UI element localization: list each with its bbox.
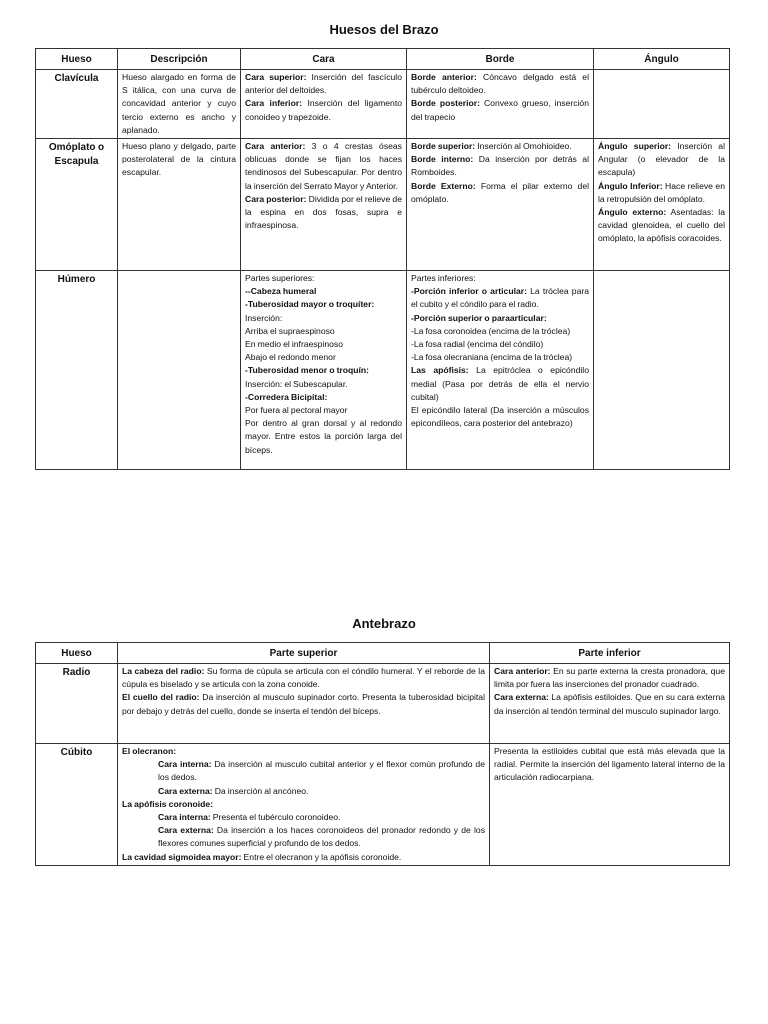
- cell-line: [598, 140, 725, 180]
- cell-line: [245, 351, 402, 364]
- cell-text: Arriba el supraespinoso: [245, 325, 335, 336]
- table-row: [36, 139, 730, 271]
- cell-text: -La fosa olecraniana (encima de la tróclea): [411, 352, 573, 363]
- cell-term: Cara externa:: [158, 785, 213, 796]
- cell-term: Cara externa:: [494, 692, 549, 703]
- cell-term: Ángulo superior:: [598, 141, 672, 152]
- cell-line: [598, 180, 725, 206]
- cell-text: Inserción del fascículo anterior del deltoides.: [245, 72, 402, 96]
- cara-cell: [241, 139, 407, 271]
- cell-line: [122, 691, 485, 717]
- cell-text: Por dentro al gran dorsal y al redondo mayor. Entre estos la porción larga del bíceps.: [245, 418, 402, 455]
- cell-line: [245, 97, 402, 123]
- header-borde: Borde: [407, 49, 594, 70]
- forearm-title: Antebrazo: [352, 616, 416, 631]
- cell-line: [122, 851, 485, 864]
- cell-line: [122, 785, 485, 798]
- bone-name: Clavícula: [36, 70, 118, 139]
- cell-term: Cara inferior:: [245, 98, 303, 109]
- cell-term: Cara interna:: [158, 759, 212, 770]
- cell-text: Da inserción al musculo supinador corto. Presenta la tuberosidad bicipital por debajo y detrás del cuello, donde se inserta el tendón del bíceps.: [122, 692, 485, 716]
- header-angulo: Ángulo: [594, 49, 730, 70]
- cell-text: Presenta la estiloides cubital que está más elevada que la radial. Permite la inserción del ligamento lateral interno de la articulación radiocarpiana.: [494, 746, 725, 783]
- header-parte-superior: Parte superior: [118, 643, 490, 664]
- header-descripcion: Descripción: [118, 49, 241, 70]
- cell-line: [411, 272, 589, 285]
- cell-line: [411, 404, 589, 430]
- cell-term: --Cabeza humeral: [245, 286, 317, 297]
- table-row: [36, 744, 730, 866]
- cell-line: [494, 691, 725, 717]
- cell-term: Cara interna:: [158, 812, 211, 823]
- cell-line: [494, 745, 725, 785]
- cell-line: [245, 193, 402, 233]
- cell-line: [245, 140, 402, 193]
- header-parte-inferior: Parte inferior: [490, 643, 730, 664]
- cell-term: -Tuberosidad mayor o troquíter:: [245, 299, 375, 310]
- cell-text: Asentadas: la cavidad glenoidea, el cuello del omóplato, la apófisis coracoides.: [598, 207, 725, 244]
- cell-text: Presenta el tubérculo coronoideo.: [210, 812, 341, 823]
- cell-text: Cóncavo delgado está el tubérculo deltoideo.: [411, 72, 589, 96]
- cell-line: [411, 364, 589, 404]
- table-row: [36, 271, 730, 470]
- cell-text: La tróclea para el cubito y el cóndilo para el radio.: [411, 286, 589, 310]
- cell-line: [411, 153, 589, 179]
- cell-term: Cara anterior:: [245, 141, 306, 152]
- cell-line: [245, 417, 402, 457]
- cell-term: Borde superior:: [411, 141, 476, 152]
- description-cell: Hueso plano y delgado, parte posterolateral de la cintura escapular.: [118, 139, 241, 271]
- table-header-row: [36, 49, 730, 70]
- inferior-cell: [490, 744, 730, 866]
- cell-text: Da inserción por detrás al Romboides.: [411, 154, 589, 178]
- cell-text: Partes inferiores:: [411, 273, 476, 284]
- cell-line: [245, 378, 402, 391]
- cell-text: Da inserción al ancóneo.: [212, 785, 309, 796]
- cell-line: [245, 404, 402, 417]
- description-cell: [118, 271, 241, 470]
- cell-line: [122, 745, 485, 758]
- cell-term: -Corredera Bicipital:: [245, 391, 328, 402]
- cara-cell: [241, 70, 407, 139]
- cell-line: [245, 338, 402, 351]
- angulo-cell: [594, 271, 730, 470]
- cell-text: Abajo el redondo menor: [245, 352, 336, 363]
- cell-term: El cuello del radio:: [122, 692, 200, 703]
- superior-cell: [118, 744, 490, 866]
- header-hueso: Hueso: [36, 49, 118, 70]
- borde-cell: [407, 70, 594, 139]
- cell-text: Entre el olecranon y la apófisis coronoide.: [241, 851, 402, 862]
- cell-text: La epitróclea o epicóndilo medial (Pasa por detrás de ella el nervio cubital): [411, 365, 589, 402]
- angulo-cell: [594, 139, 730, 271]
- cell-line: [598, 206, 725, 246]
- cell-line: [494, 665, 725, 691]
- arm-bones-title: Huesos del Brazo: [329, 22, 439, 37]
- cell-line: [411, 325, 589, 338]
- cell-term: La cabeza del radio:: [122, 666, 205, 676]
- cell-line: [411, 338, 589, 351]
- cell-line: [245, 325, 402, 338]
- borde-cell: [407, 139, 594, 271]
- cell-line: [245, 71, 402, 97]
- cell-term: Borde posterior:: [411, 98, 480, 109]
- cell-term: -Porción superior o paraarticular:: [411, 312, 547, 323]
- cell-text: 3 o 4 crestas óseas oblicuas donde se fijan los haces tendinosos del Subescapular. Por dentro la inserción del Serrato Mayor y Anterior.: [245, 141, 402, 191]
- cell-term: Borde anterior:: [411, 72, 477, 82]
- cell-line: [411, 312, 589, 325]
- cell-term: Borde Externo:: [411, 180, 476, 191]
- borde-cell: [407, 271, 594, 470]
- cell-line: [245, 272, 402, 285]
- cell-text: Inserción:: [245, 312, 283, 323]
- cell-line: [411, 180, 589, 206]
- cell-term: Cara anterior:: [494, 666, 551, 676]
- cell-text: Da inserción al musculo cubital anterior y el flexor común profundo de los dedos.: [158, 759, 485, 783]
- cell-term: Las apófisis:: [411, 365, 469, 376]
- cell-term: Ángulo externo:: [598, 207, 667, 218]
- cell-text: En su parte externa la cresta pronadora, que limita por fuera las inserciones del pronador cuadrado.: [494, 666, 725, 690]
- cell-line: [411, 285, 589, 311]
- cell-term: -Tuberosidad menor o troquín:: [245, 365, 370, 376]
- cell-line: [122, 824, 485, 850]
- inferior-cell: [490, 664, 730, 744]
- forearm-table: [35, 642, 730, 866]
- cell-term: Ángulo Inferior:: [598, 180, 663, 191]
- cell-text: -La fosa radial (encima del cóndilo): [411, 339, 544, 350]
- cell-term: -Porción inferior o articular:: [411, 286, 527, 297]
- cell-text: Forma el pilar externo del omóplato.: [411, 180, 590, 204]
- cell-text: Su forma de cúpula se articula con el cóndilo humeral. Y el reborde de la cúpula es biselado y se articula con la zona conoide.: [122, 666, 485, 690]
- arm-bones-table: [35, 48, 730, 470]
- superior-cell: [118, 664, 490, 744]
- cell-text: Inserción al Omohioideo.: [475, 141, 572, 152]
- cell-line: [245, 312, 402, 325]
- cell-text: En medio el infraespinoso: [245, 339, 343, 350]
- cell-text: Dividida por el relieve de la espina en dos fosas, supra e infraespinosa.: [245, 193, 402, 231]
- cell-line: [411, 71, 589, 97]
- bone-name: Cúbito: [36, 744, 118, 866]
- cell-line: [411, 351, 589, 364]
- header-hueso: Hueso: [36, 643, 118, 664]
- cell-line: [122, 665, 485, 691]
- cell-text: Inserción del ligamento conoideo y trapezoide.: [245, 98, 402, 122]
- cell-text: Partes superiores:: [245, 273, 315, 284]
- cell-text: Hace relieve en la retropulsión del omóplato.: [598, 180, 725, 204]
- cell-text: Inserción: el Subescapular.: [245, 378, 348, 389]
- cell-term: Cara superior:: [245, 72, 307, 82]
- table-row: [36, 70, 730, 139]
- bone-name: Húmero: [36, 271, 118, 470]
- cara-cell: [241, 271, 407, 470]
- table-row: [36, 664, 730, 744]
- cell-text: Da inserción a los haces coronoideos del pronador redondo y de los flexores comunes superficial y profundo de los dedos.: [158, 825, 485, 849]
- cell-line: [245, 285, 402, 298]
- cell-term: La cavidad sigmoidea mayor:: [122, 851, 242, 862]
- cell-term: Cara posterior:: [245, 193, 307, 204]
- cell-line: [245, 298, 402, 311]
- cell-text: La apófisis estiloides. Que en su cara externa da inserción al tendón terminal del musculo supinador largo.: [494, 692, 726, 716]
- bone-name: Radio: [36, 664, 118, 744]
- cell-text: El epicóndilo lateral (Da inserción a músculos epicondíleos, cara posterior del antebrazo): [411, 405, 589, 429]
- cell-line: [122, 798, 485, 811]
- cell-line: [411, 140, 589, 153]
- cell-line: [122, 758, 485, 784]
- cell-text: Convexo grueso, inserción del trapecio: [411, 98, 589, 122]
- cell-text: -La fosa coronoidea (encima de la tróclea): [411, 325, 571, 336]
- bone-name: Omóplato o Escapula: [36, 139, 118, 271]
- header-cara: Cara: [241, 49, 407, 70]
- cell-term: Borde interno:: [411, 154, 474, 165]
- cell-text: Inserción al Angular (o elevador de la escapula): [598, 141, 725, 178]
- cell-line: [245, 391, 402, 404]
- angulo-cell: [594, 70, 730, 139]
- cell-text: Por fuera al pectoral mayor: [245, 405, 348, 416]
- cell-line: [245, 364, 402, 377]
- cell-term: La apófisis coronoide:: [122, 798, 214, 809]
- cell-term: El olecranon:: [122, 746, 177, 756]
- description-cell: Hueso alargado en forma de S itálica, con una curva de concavidad anterior y cuyo tercio externo es ancho y aplanado.: [118, 70, 241, 139]
- cell-line: [411, 97, 589, 123]
- cell-term: Cara externa:: [158, 825, 214, 836]
- table-header-row: [36, 643, 730, 664]
- cell-line: [122, 811, 485, 824]
